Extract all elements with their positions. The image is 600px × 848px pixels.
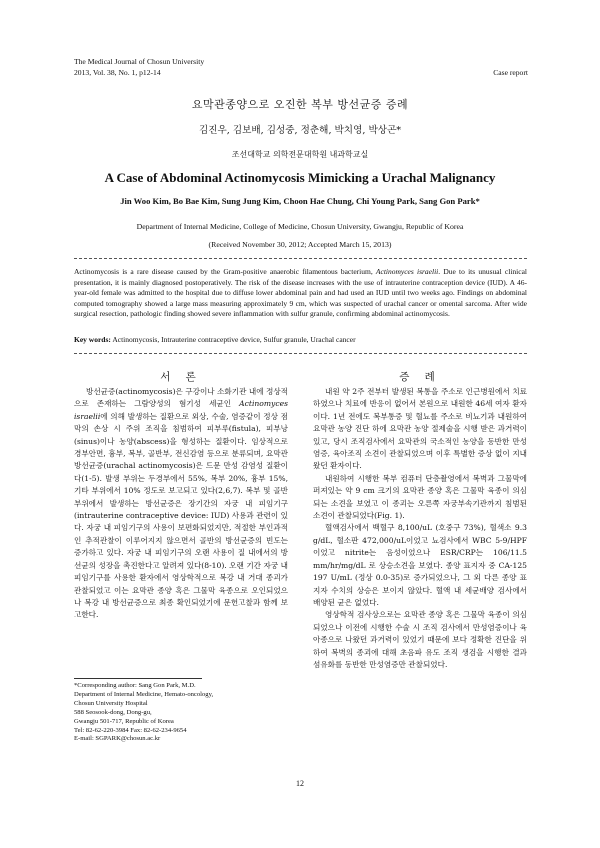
introduction-paragraph: 방선균증(actinomycosis)은 구강이나 소화기관 내에 정상적으로 존재하는 그람양성의 혐기성 세균인 Actinomyces israelii에 의해 발생하는 질환으로 외상, 수술, 염증같이 정상 점막의 손상 시 주위 조직을 침범하여 피부루(fistula), 피부낭(sinus)이나 농양(abscess)을 형성하는 질환이다. 임상적으로 경부안면, 흉부, 복부, 골반부, 전신감염 등으로 분류되며, 요막관 방선균증(urachal actinomycosis)은 드문 만성 감염성 질환이다(1-5). 발생 부위는 두경부에서 55%, 복부 20%, 흉부 15%, 기타 부위에서 10% 정도로 보고되고 있다(2,6,7). 복부 및 골반부위에서 발생하는 방선균증은 장기간의 자궁 내 피임기구(intrauterine contraceptive device: IUD) 사용과 관련이 있다. 자궁 내 피임기구의 사용이 보편화되었지만, 적절한 부인과적인 추적관찰이 이루어지지 않으면서 골반의 방선균증의 빈도는 증가하고 있다. 자궁 내 피임기구의 오랜 사용이 질 내에서의 방선균의 성장을 촉진한다고 알려져 있다(8-10). 오랜 기간 자궁 내 피임기구를 사용한 환자에서 영상학적으로 복강 내 거대 종괴가 관찰되었고 이는 요막관 종양 혹은 그물막 육종으로 오인되었으나 복강 내 방선균증으로 최종 확인되었기에 문헌고찰과 함께 보고한다. [74,387,288,620]
case-paragraph-1: 내원 약 2주 전부터 발생된 복통을 주소로 인근병원에서 치료하였으나 치료에 반응이 없어서 본원으로 내원한 46세 여자 환자이다. 1년 전에도 복부통증 및 혈뇨를 주소로 비뇨기과 내원하여 요막관 농양 진단 하에 요막관 농양 절제술을 시행 받은 과거력이 있고, 당시 조직검사에서 요막관의 국소적인 농양을 동반한 만성 염증, 육아조직 소견이 관찰되었으며 이후 특별한 증상 없이 지내왔던 환자이다. [313,387,527,471]
footnote-line: *Corresponding author: Sang Gon Park, M.D. [74,682,196,689]
introduction-heading: 서 론 [160,371,202,383]
footnote-line: E-mail: SGPARK@chosun.ac.kr [74,735,161,743]
case-paragraph-4: 영상학적 검사상으로는 요막관 종양 혹은 그물막 육종이 의심되었으나 이전에 시행한 수술 시 조직 검사에서 만성염증이나 육아종으로 나왔던 과거력이 있었기 때문에 보다 정확한 진단을 위하여 복벽의 종괴에 대해 초음파 유도 조직 생검을 시행한 결과 섬유화를 동반한 만성염증만 관찰되었다. [313,610,527,669]
corresponding-author-footnote [74,682,288,744]
case-paragraph-3: 혈액검사에서 백혈구 8,100/uL (호중구 73%), 혈색소 9.3 g/dL, 혈소판 472,000/uL이었고 뇨검사에서 WBC 5-9/HPF이었고 nitrite는 음성이었으나 ESR/CRP는 106/11.5 mm/hr/mg/dL 로 상승소견을 보였다. 종양 표지자 중 CA-125 197 U/mL (정상 0.0-35)로 증가되었으나, 그 외 다른 종양 표지자 수치의 상승은 보이지 않았다. 혈액 내 세균배양 검사에서 배양된 균은 없었다. [313,523,527,607]
affiliation-korean: 조선대학교 의학전문대학원 내과학교실 [231,150,369,159]
received-dates: (Received November 30, 2012; Accepted March 15, 2013) [208,240,392,249]
keywords-text: Actinomycosis, Intrauterine contraceptive device, Sulfur granule, Urachal cancer [112,335,356,344]
divider-top [74,258,527,259]
journal-name: The Medical Journal of Chosun University [74,57,205,66]
title-korean: 요막관종양으로 오진한 복부 방선균증 증례 [191,98,409,111]
divider-bottom [74,353,527,354]
authors-english: Jin Woo Kim, Bo Bae Kim, Sung Jung Kim, Choon Hae Chung, Chi Young Park, Sang Gon Park* [120,196,480,206]
footnote-line: 588 Seosook-dong, Dong-gu, [74,708,152,716]
article-type: Case report [493,68,528,77]
introduction-column [74,386,288,622]
page-number: 12 [296,779,304,788]
authors-korean: 김진우, 김보배, 김성중, 정춘해, 박치영, 박상곤* [198,125,402,136]
title-english: A Case of Abdominal Actinomycosis Mimicking a Urachal Malignancy [104,170,496,185]
keywords [74,335,527,346]
footnote-line: Chosun University Hospital [74,699,148,707]
affiliation-english: Department of Internal Medicine, College of Medicine, Chosun University, Gwangju, Republic of Korea [136,222,464,231]
case-paragraph-2: 내원하여 시행한 복부 컴퓨터 단층촬영에서 복벽과 그물막에 퍼져있는 약 9 cm 크기의 요막관 종양 혹은 그물막 육종이 의심되는 소견을 보였고 이 종괴는 오른쪽 자궁부속기관까지 침범된 소견이 관찰되었다(Fig. 1). [313,473,527,521]
case-column [313,386,527,671]
footnote-line: Gwangju 501-717, Republic of Korea [74,717,174,725]
footnote-line: Tel: 82-62-220-3984 Fax: 82-62-234-9654 [74,726,187,734]
journal-header [74,57,204,78]
abstract: Actinomycosis is a rare disease caused by the Gram-positive anaerobic filamentous bacterium, Actinomyces israelii. Due to its unusual clinical presentation, it is mainly diagnosed postoperatively. The risk of the disease increases with the use of intrauterine contraception device (IUD). A 46-year-old female was admitted to the hospital due to diffuse lower abdominal pain and had used an IUD until two weeks ago. Findings on abdominal computed tomography showed a large mass measuring approximately 9 cm, which was suspected of urachal cancer or omental sarcoma. After wide surgical resection, pathologic finding showed severe inflammation with sulfur granule, confirming abdominal actinomycosis. [74,267,527,319]
keywords-label: Key words: [74,335,111,344]
footnote-rule [74,678,202,679]
journal-issue: 2013, Vol. 38, No. 1, p12-14 [74,67,161,77]
case-heading: 증 례 [399,371,441,383]
footnote-line: Department of Internal Medicine, Hemato-oncology, [74,690,214,698]
